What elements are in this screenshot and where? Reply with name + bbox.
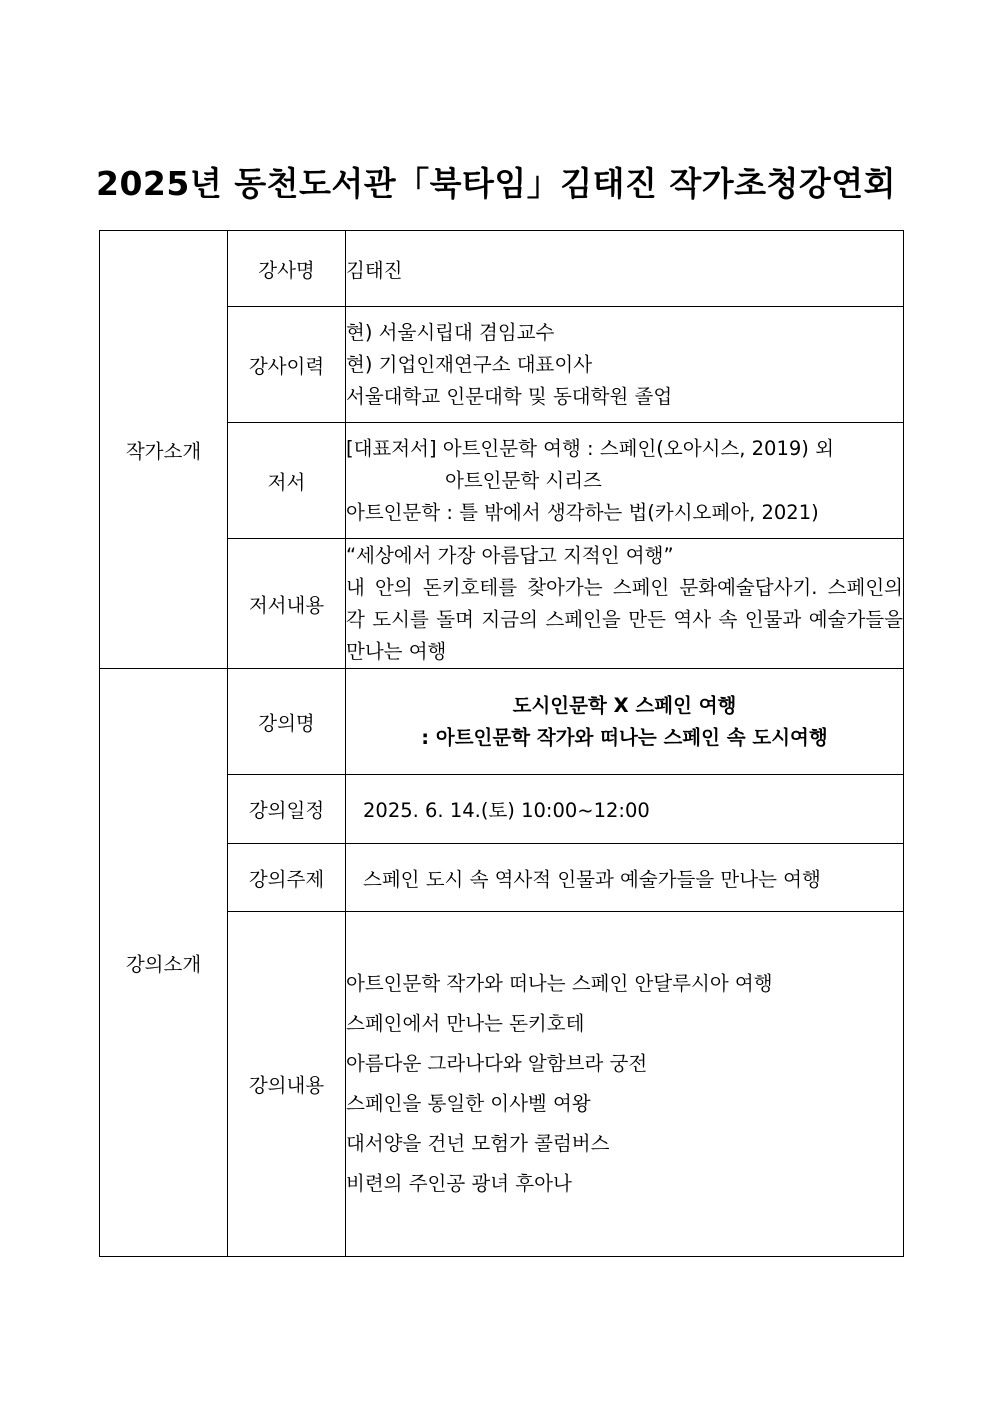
lecture-subtitle-line: : 아트인문학 작가와 떠나는 스페인 속 도시여행 <box>421 725 828 749</box>
value-lecturer-career <box>346 307 904 423</box>
career-line: 현) 서울시립대 겸임교수 <box>346 320 555 344</box>
category-author: 작가소개 <box>100 231 228 669</box>
row-lecture-title <box>100 669 904 775</box>
value-lecture-title <box>346 669 904 775</box>
value-lecture-content <box>346 912 904 1257</box>
value-books <box>346 423 904 539</box>
label-book-content: 저서내용 <box>228 539 346 669</box>
row-lecturer-name <box>100 231 904 307</box>
value-lecture-topic: 스페인 도시 속 역사적 인물과 예술가들을 만나는 여행 <box>346 844 904 912</box>
category-lecture: 강의소개 <box>100 669 228 1257</box>
label-lecturer-career: 강사이력 <box>228 307 346 423</box>
lecture-content-item: 아름다운 그라나다와 알함브라 궁전 <box>346 1052 648 1075</box>
label-lecture-title: 강의명 <box>228 669 346 775</box>
book-description: 내 안의 돈키호테를 찾아가는 스페인 문화예술답사기. 스페인의 각 도시를 돌며 지금의 스페인을 만든 역사 속 인물과 예술가들을 만나는 여행 <box>346 575 903 663</box>
book-quote: “세상에서 가장 아름답고 지적인 여행” <box>346 543 674 567</box>
career-line: 현) 기업인재연구소 대표이사 <box>346 352 593 376</box>
book-line: [대표저서] 아트인문학 여행 : 스페인(오아시스, 2019) 외 <box>346 436 834 460</box>
lecture-info-table <box>99 230 904 1257</box>
lecture-content-item: 대서양을 건넌 모험가 콜럼버스 <box>346 1132 610 1155</box>
book-line: 아트인문학 시리즈 <box>445 468 602 492</box>
label-lecture-schedule: 강의일정 <box>228 775 346 844</box>
lecture-title-line: 도시인문학 X 스페인 여행 <box>512 693 737 717</box>
page-title: 2025년 동천도서관「북타임」김태진 작가초청강연회 <box>95 164 896 203</box>
lecture-content-item: 스페인에서 만나는 돈키호테 <box>346 1012 585 1035</box>
label-books: 저서 <box>228 423 346 539</box>
label-lecture-topic: 강의주제 <box>228 844 346 912</box>
label-lecturer-name: 강사명 <box>228 231 346 307</box>
lecture-content-item: 스페인을 통일한 이사벨 여왕 <box>346 1092 591 1115</box>
lecture-content-item: 비련의 주인공 광녀 후아나 <box>346 1172 572 1195</box>
career-line: 서울대학교 인문대학 및 동대학원 졸업 <box>346 384 673 408</box>
lecture-content-item: 아트인문학 작가와 떠나는 스페인 안달루시아 여행 <box>346 972 773 995</box>
value-book-content <box>346 539 904 669</box>
value-lecturer-name: 김태진 <box>346 231 904 307</box>
value-lecture-schedule: 2025. 6. 14.(토) 10:00~12:00 <box>346 775 904 844</box>
label-lecture-content: 강의내용 <box>228 912 346 1257</box>
book-line: 아트인문학 : 틀 밖에서 생각하는 법(카시오페아, 2021) <box>346 500 819 524</box>
